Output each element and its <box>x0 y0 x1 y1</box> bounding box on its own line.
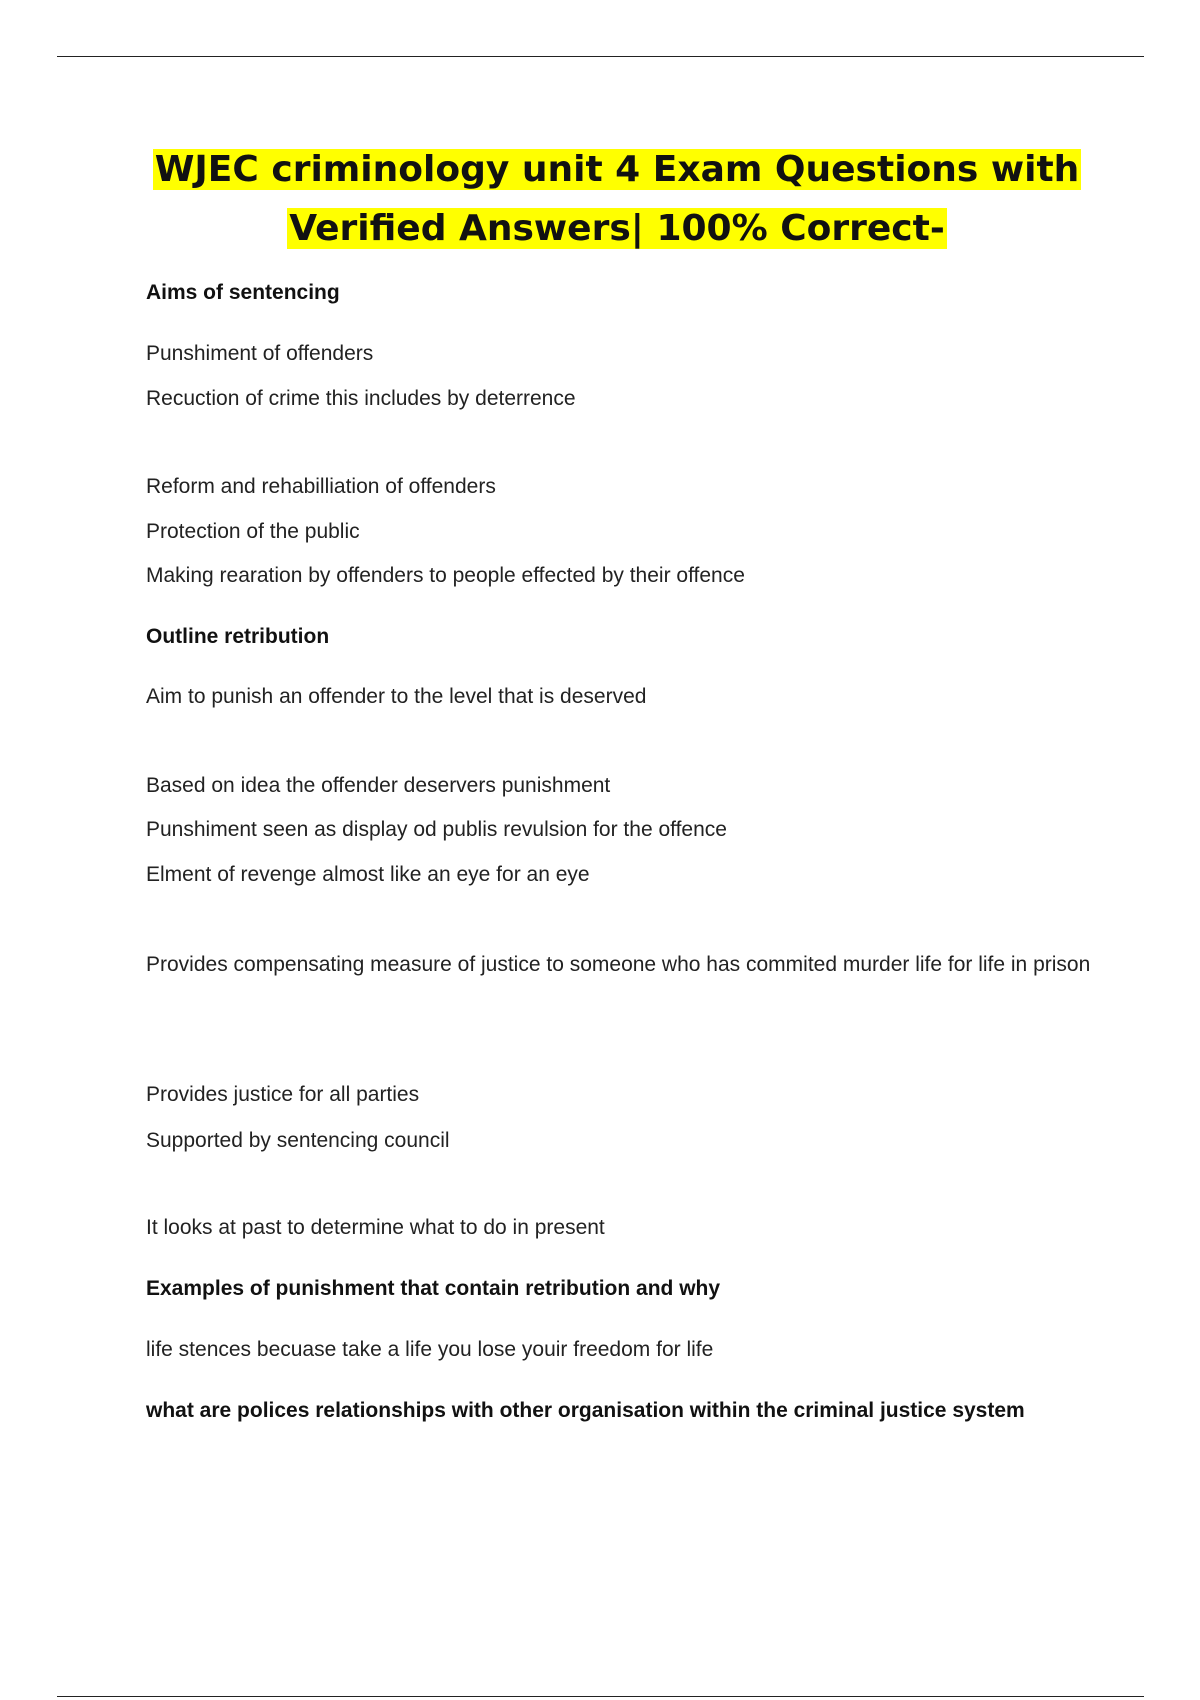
answer-line: Punshiment seen as display od publis revulsion for the offence <box>146 818 727 841</box>
answer-line: Provides justice for all parties <box>146 1083 420 1106</box>
question-heading: Outline retribution <box>146 625 330 648</box>
answer-line: Reform and rehabilliation of offenders <box>146 475 496 498</box>
answer-line: life stences becuase take a life you lose youir freedom for life <box>146 1338 714 1361</box>
bottom-rule <box>57 1696 1144 1697</box>
question-heading: Examples of punishment that contain retribution and why <box>146 1277 721 1300</box>
title-line-1: WJEC criminology unit 4 Exam Questions with <box>154 149 1080 190</box>
answer-line: Recuction of crime this includes by deterrence <box>146 387 576 410</box>
answer-line: Provides compensating measure of justice to someone who has commited murder life for life in prison <box>146 953 1091 976</box>
answer-line: It looks at past to determine what to do in present <box>146 1216 605 1239</box>
answer-line: Based on idea the offender deservers punishment <box>146 774 611 797</box>
document-title <box>0 140 1200 258</box>
question-heading: Aims of sentencing <box>146 281 340 304</box>
answer-line: Protection of the public <box>146 520 360 543</box>
top-rule <box>57 56 1144 57</box>
answer-line: Elment of revenge almost like an eye for an eye <box>146 863 590 886</box>
answer-line: Supported by sentencing council <box>146 1129 450 1152</box>
answer-line: Aim to punish an offender to the level that is deserved <box>146 685 647 708</box>
title-line-2: Verified Answers| 100% Correct- <box>289 208 945 249</box>
question-heading: what are polices relationships with other organisation within the criminal justice system <box>146 1399 1025 1422</box>
answer-line: Punshiment of offenders <box>146 342 374 365</box>
answer-line: Making rearation by offenders to people effected by their offence <box>146 564 745 587</box>
